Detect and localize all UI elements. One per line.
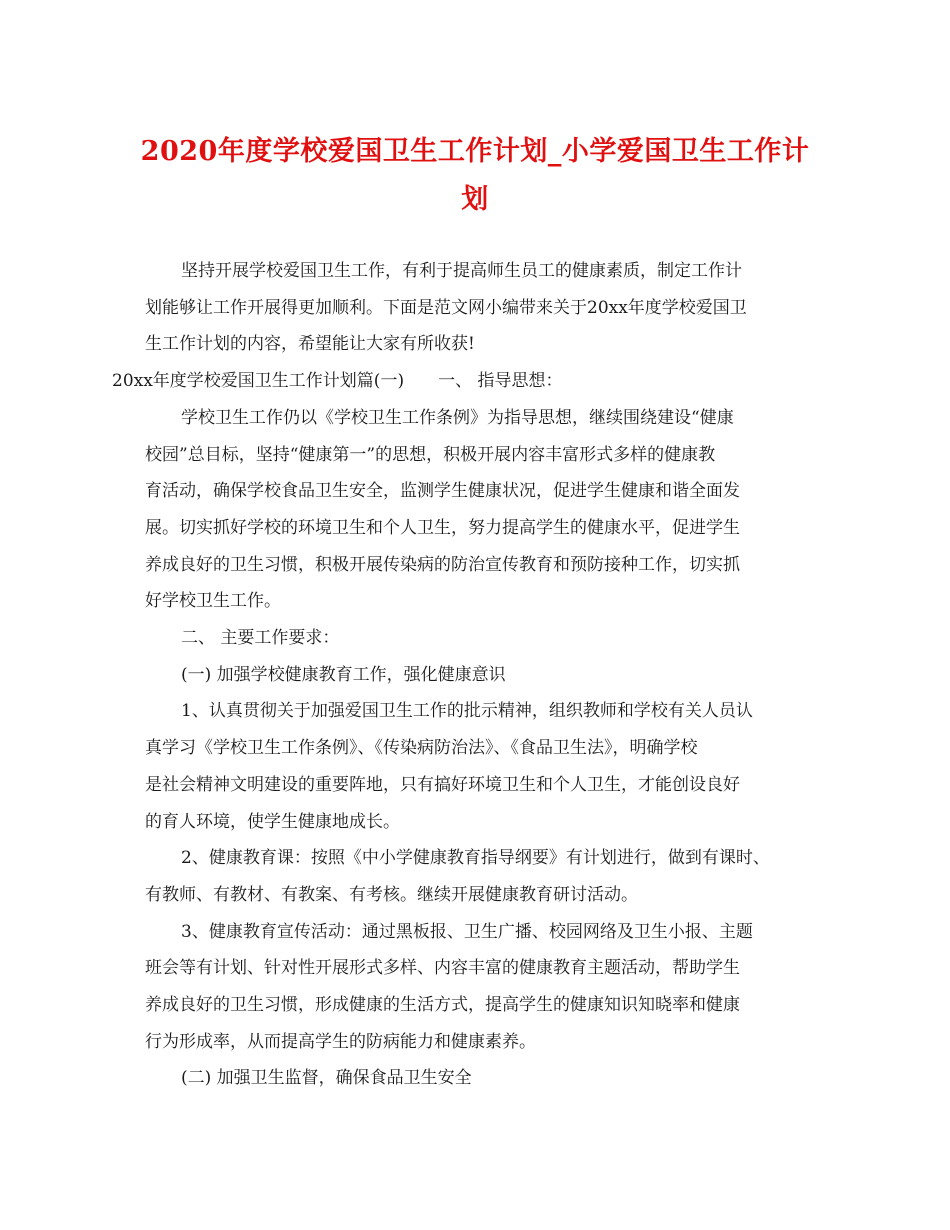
paragraph-line: 好学校卫生工作。 xyxy=(145,591,281,612)
paragraph-line: 的育人环境，使学生健康地成长。 xyxy=(145,811,400,832)
paragraph-line: 坚持开展学校爱国卫生工作，有利于提高师生员工的健康素质，制定工作计 xyxy=(181,261,742,281)
title-line-1: 2020年度学校爱国卫生工作计划_小学爱国卫生工作计 xyxy=(140,136,810,167)
paragraph-line: 1、认真贯彻关于加强爱国卫生工作的批示精神，组织教师和学校有关人员认 xyxy=(181,701,753,722)
paragraph-line: 2、健康教育课：按照《中小学健康教育指导纲要》有计划进行，做到有课时、 xyxy=(181,848,770,869)
paragraph-line: 有教师、有教材、有教案、有考核。继续开展健康教育研讨活动。 xyxy=(145,884,638,905)
paragraph-line: 育活动，确保学校食品卫生安全，监测学生健康状况，促进学生健康和谐全面发 xyxy=(145,481,740,502)
paragraph-line: (二) 加强卫生监督，确保食品卫生安全 xyxy=(181,1068,472,1089)
paragraph-line: 校园”总目标，坚持“健康第一”的思想，积极开展内容丰富形式多样的健康教 xyxy=(145,444,716,465)
paragraph-line: 班会等有计划、针对性开展形式多样、内容丰富的健康教育主题活动，帮助学生 xyxy=(145,958,740,979)
title-line-2: 划 xyxy=(461,184,489,215)
paragraph-line: 二、 主要工作要求： xyxy=(181,628,340,648)
paragraph-line: 生工作计划的内容，希望能让大家有所收获! xyxy=(145,334,475,355)
paragraph-line: 养成良好的卫生习惯，积极开展传染病的防治宣传教育和预防接种工作，切实抓 xyxy=(145,554,740,575)
paragraph-line: (一) 加强学校健康教育工作，强化健康意识 xyxy=(181,664,506,685)
paragraph-line: 学校卫生工作仍以《学校卫生工作条例》为指导思想，继续围绕建设“健康 xyxy=(181,407,734,428)
paragraph-line: 养成良好的卫生习惯，形成健康的生活方式，提高学生的健康知识知晓率和健康 xyxy=(145,995,740,1015)
paragraph-line: 划能够让工作开展得更加顺利。下面是范文网小编带来关于20xx年度学校爱国卫 xyxy=(145,297,747,318)
paragraph-line: 3、健康教育宣传活动：通过黑板报、卫生广播、校园网络及卫生小报、主题 xyxy=(181,921,753,942)
paragraph-line: 展。切实抓好学校的环境卫生和个人卫生，努力提高学生的健康水平，促进学生 xyxy=(145,517,740,538)
document-title xyxy=(120,128,830,224)
paragraph-line: 行为形成率，从而提高学生的防病能力和健康素养。 xyxy=(145,1031,536,1052)
paragraph-line: 是社会精神文明建设的重要阵地，只有搞好环境卫生和个人卫生，才能创设良好 xyxy=(145,774,740,795)
paragraph-line: 真学习《学校卫生工作条例》、《传染病防治法》、《食品卫生法》，明确学校 xyxy=(145,738,698,759)
paragraph-line: 20xx年度学校爱国卫生工作计划篇(一) 一、 指导思想： xyxy=(112,371,563,392)
